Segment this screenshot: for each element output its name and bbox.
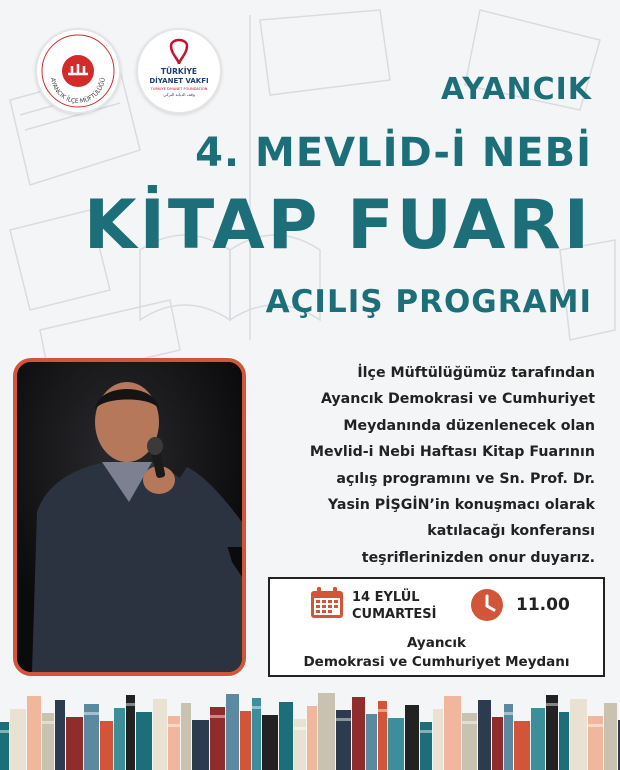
book-spine — [66, 717, 83, 770]
book-band — [126, 703, 135, 706]
book-band — [252, 706, 261, 709]
book-spine — [420, 722, 432, 770]
clock-icon — [470, 588, 504, 622]
book-spine — [366, 714, 377, 770]
calendar-icon — [310, 587, 344, 619]
book-spine — [444, 696, 461, 770]
event-place-town: Ayancık — [406, 635, 467, 651]
event-place — [270, 634, 603, 672]
invitation-text — [258, 360, 595, 571]
book-band — [504, 712, 513, 715]
vakif-text-1: TÜRKİYE — [160, 67, 198, 76]
book-band — [84, 712, 99, 715]
desc-line: Ayancık Demokrasi ve Cumhuriyet — [320, 391, 595, 408]
title-program: AÇILIŞ PROGRAMI — [265, 284, 592, 320]
vakif-text-3: TURKIYE DIYANET FOUNDATION — [150, 87, 208, 91]
book-band — [378, 709, 387, 712]
book-spine — [279, 702, 293, 770]
mufti-logo — [35, 28, 121, 114]
book-band — [210, 715, 225, 718]
event-info-box — [268, 577, 605, 677]
desc-line: Meydanında düzenlenecek olan — [343, 417, 595, 434]
event-date — [352, 589, 436, 623]
desc-line: açılış programını ve Sn. Prof. Dr. — [336, 470, 595, 487]
book-spine — [478, 700, 491, 770]
book-band — [168, 724, 180, 727]
desc-line: Yasin PİŞGİN’in konuşmacı olarak — [327, 497, 595, 514]
speaker-photo — [13, 358, 246, 676]
book-spine — [153, 699, 167, 770]
book-spine — [192, 720, 209, 770]
event-date-weekday: CUMARTESİ — [352, 607, 437, 622]
book-band — [0, 730, 9, 733]
book-spine — [136, 712, 152, 770]
book-spine — [559, 712, 569, 770]
vakif-text-4: وقف الديانة التركي — [163, 92, 195, 97]
diyanet-vakfi-logo — [136, 28, 222, 114]
book-spine — [226, 694, 239, 770]
vakif-text-2: DİYANET VAKFI — [149, 77, 209, 85]
book-spine — [0, 722, 9, 770]
book-band — [462, 721, 477, 724]
book-spine — [10, 709, 26, 770]
book-spine — [307, 706, 317, 770]
book-spine — [514, 721, 530, 770]
book-spine — [531, 708, 545, 770]
book-spine — [433, 709, 443, 770]
book-spine — [55, 700, 65, 770]
book-spine — [100, 721, 113, 770]
book-spine — [492, 717, 503, 770]
book-spine — [546, 695, 558, 770]
title-event-number: 4. MEVLİD-İ NEBİ — [195, 130, 592, 176]
book-spine — [27, 696, 41, 770]
desc-line: teşriflerinizden onur duyarız. — [361, 549, 595, 566]
book-band — [42, 721, 54, 724]
book-band — [336, 718, 351, 721]
mufti-logo-text: AYANCIK İLÇE MÜFTÜLÜĞÜ — [49, 77, 107, 106]
event-date-day: 14 EYLÜL — [352, 590, 420, 605]
desc-line: İlçe Müftülüğümüz tarafından — [357, 365, 595, 381]
title-main: KİTAP FUARI — [83, 186, 592, 265]
bookshelf-decoration — [0, 690, 620, 770]
book-spine — [318, 693, 335, 770]
desc-line: katılacağı konferansı — [427, 523, 595, 540]
book-band — [294, 727, 306, 730]
book-spine — [114, 708, 125, 770]
book-spine — [570, 699, 587, 770]
book-spine — [352, 697, 365, 770]
event-time: 11.00 — [516, 595, 570, 615]
book-band — [588, 724, 603, 727]
book-spine — [604, 703, 617, 770]
event-place-square: Demokrasi ve Cumhuriyet Meydanı — [303, 654, 570, 670]
book-spine — [240, 711, 251, 770]
book-spine — [388, 718, 404, 770]
book-spine — [405, 705, 419, 770]
book-spine — [126, 695, 135, 770]
book-spine — [181, 703, 191, 770]
book-band — [546, 703, 558, 706]
title-city: AYANCIK — [441, 72, 592, 107]
book-band — [420, 730, 432, 733]
desc-line: Mevlid-i Nebi Haftası Kitap Fuarının — [309, 444, 595, 461]
book-spine — [294, 719, 306, 770]
book-spine — [262, 715, 278, 770]
